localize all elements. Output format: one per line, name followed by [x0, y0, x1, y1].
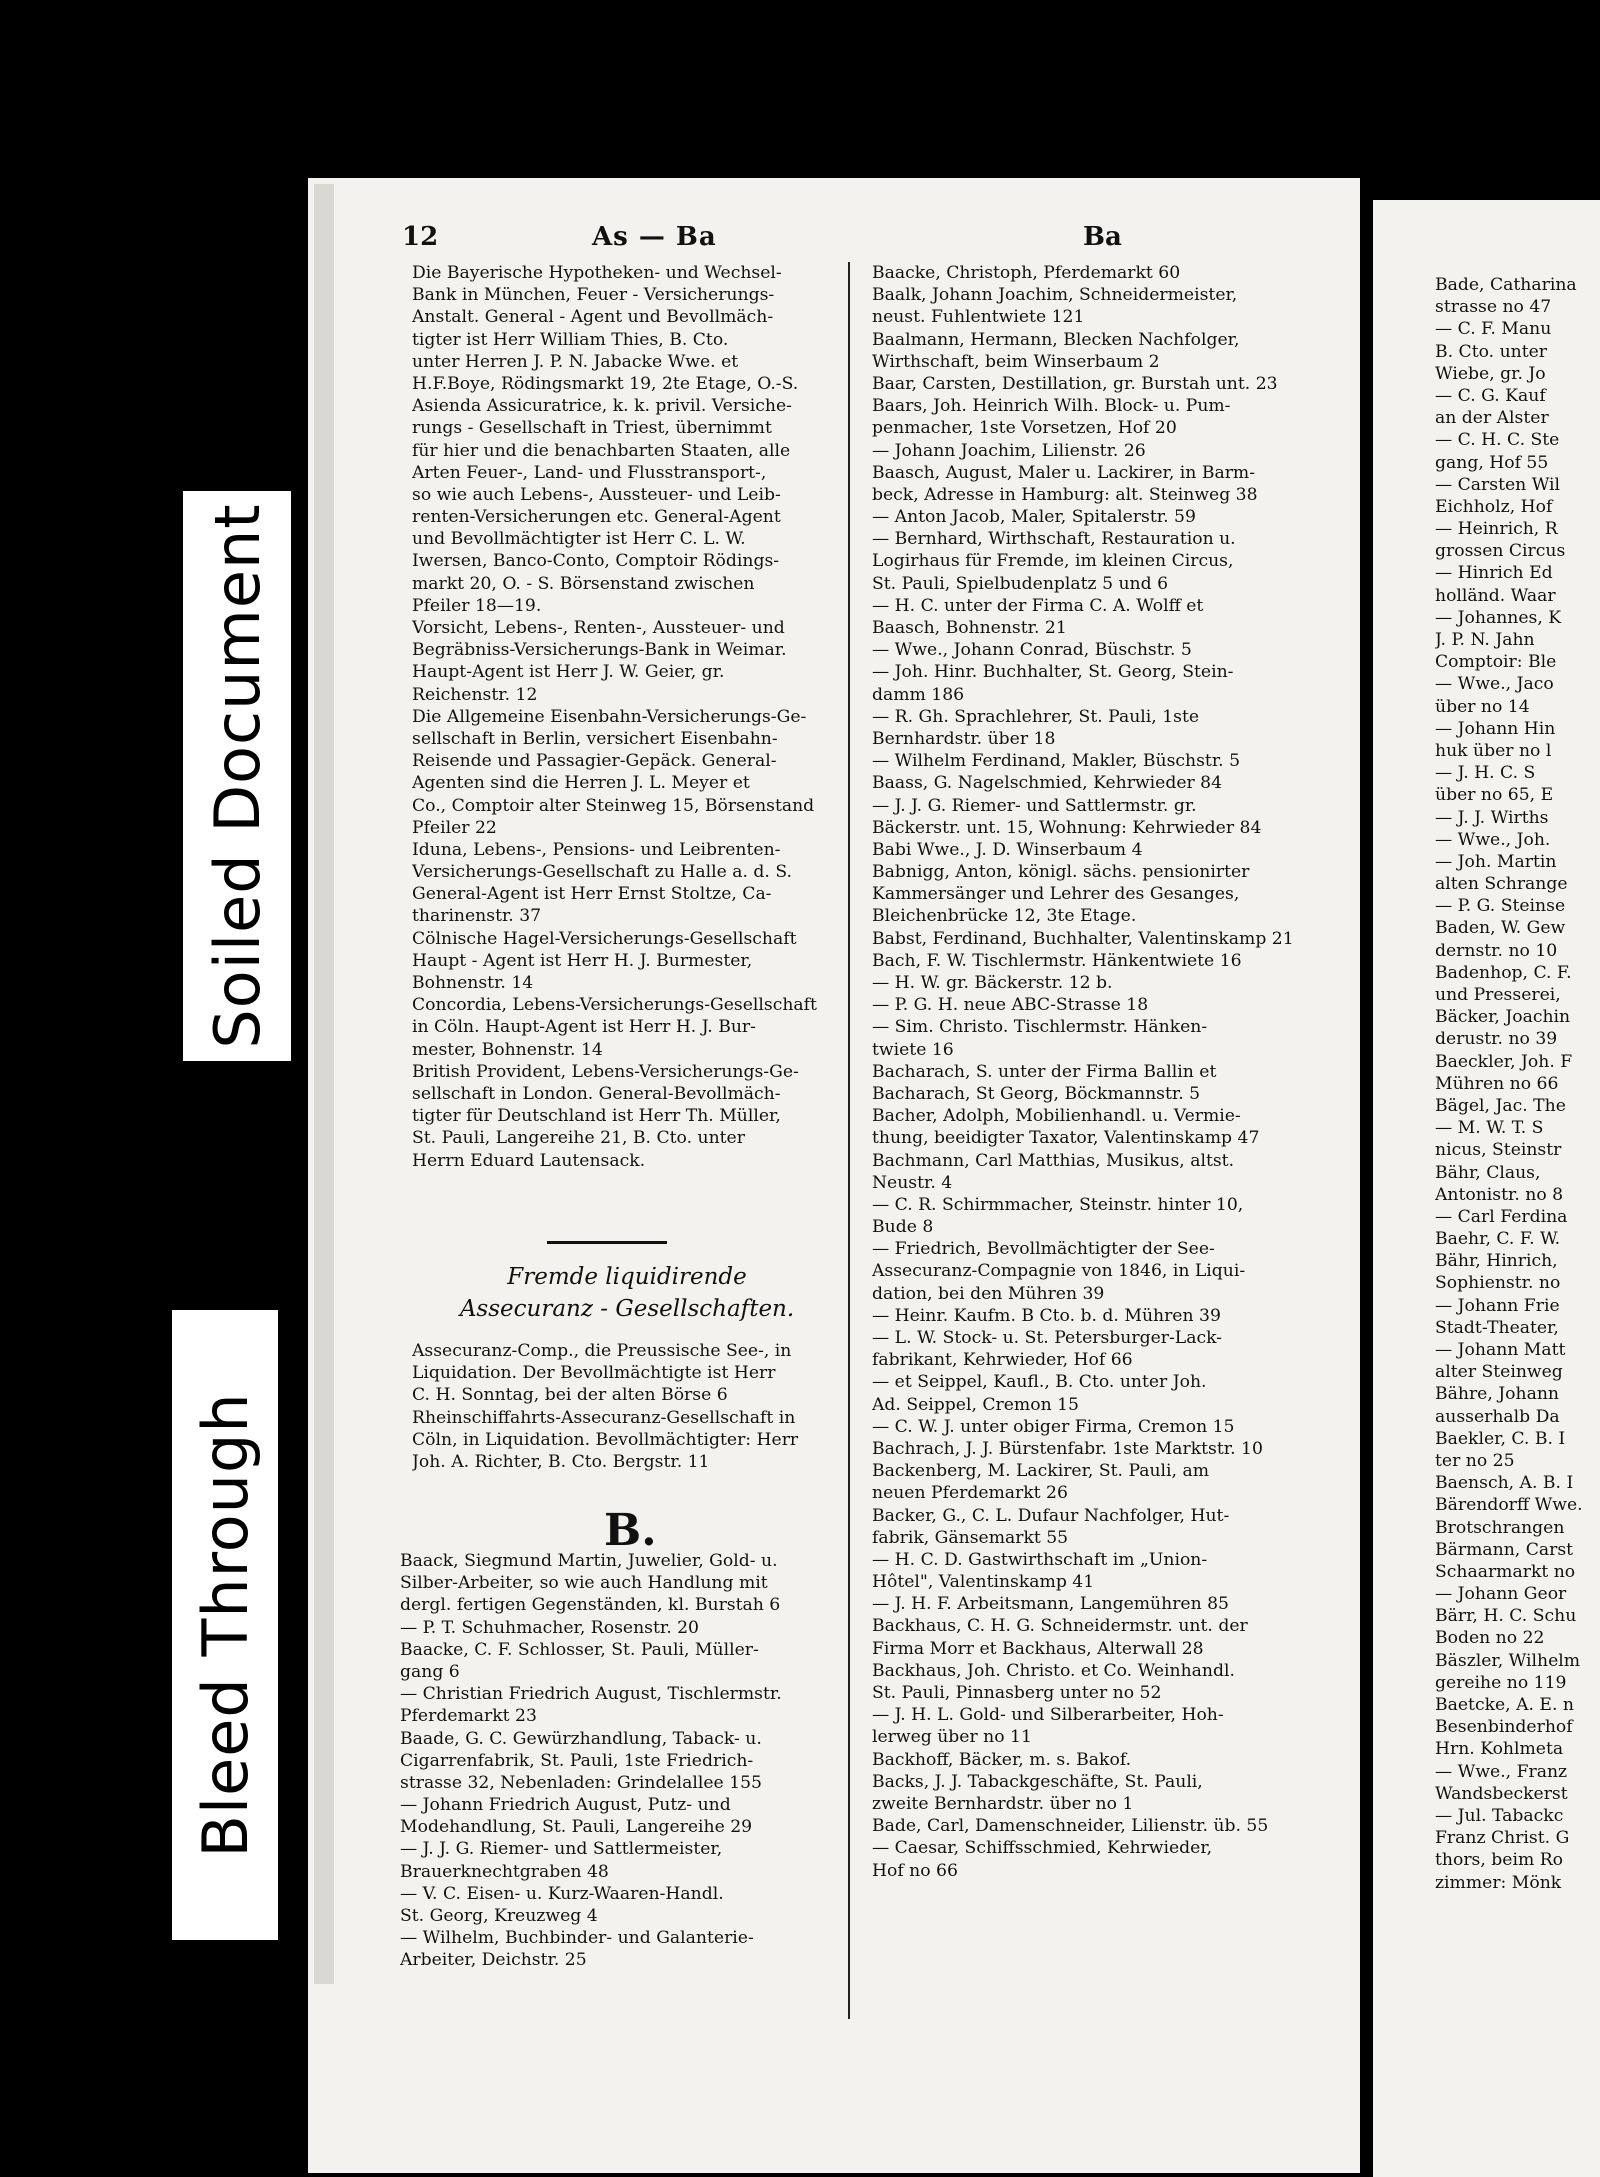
- directory-entry-line: und Bevollmächtigter ist Herr C. L. W.: [412, 529, 746, 550]
- directory-entry-line: Wirthschaft, beim Winserbaum 2: [872, 351, 1160, 372]
- directory-entry-line: Bade, Catharina: [1435, 275, 1577, 295]
- directory-entry-line: — P. G. H. neue ABC-Strasse 18: [872, 995, 1149, 1016]
- directory-entry-line: Baack, Siegmund Martin, Juwelier, Gold- u.: [400, 1551, 778, 1571]
- directory-entry-line: fabrikant, Kehrwieder, Hof 66: [872, 1350, 1133, 1371]
- directory-entry-line: strasse no 47: [1435, 297, 1552, 318]
- directory-entry-line: — Johann Geor: [1435, 1584, 1567, 1605]
- directory-entry-line: Backhoff, Bäcker, m. s. Bakof.: [872, 1749, 1132, 1770]
- page-range-heading: As — Ba: [592, 222, 717, 252]
- directory-entry-line: Stadt-Theater,: [1435, 1317, 1559, 1338]
- directory-entry-line: Bacharach, S. unter der Firma Ballin et: [872, 1061, 1217, 1082]
- directory-entry-line: — Johann Joachim, Lilienstr. 26: [872, 440, 1146, 461]
- directory-entry-line: Bade, Carl, Damenschneider, Lilienstr. üb. 55: [872, 1816, 1269, 1837]
- page-edge: [314, 184, 334, 1984]
- directory-entry-line: — C. G. Kauf: [1435, 385, 1546, 406]
- directory-entry-line: J. P. N. Jahn: [1435, 630, 1535, 650]
- directory-entry-line: Baetcke, A. E. n: [1435, 1695, 1574, 1715]
- directory-entry-line: Baacke, C. F. Schlosser, St. Pauli, Müller-: [400, 1639, 759, 1660]
- directory-entry-line: Baden, W. Gew: [1435, 918, 1566, 939]
- directory-entry-line: tigter für Deutschland ist Herr Th. Müller,: [412, 1106, 781, 1127]
- directory-entry-line: Franz Christ. G: [1435, 1828, 1570, 1849]
- directory-entry-line: — Bernhard, Wirthschaft, Restauration u.: [872, 529, 1236, 550]
- directory-entry-line: General-Agent ist Herr Ernst Stoltze, Ca-: [412, 884, 772, 905]
- directory-entry-line: — H. W. gr. Bäckerstr. 12 b.: [872, 973, 1113, 993]
- directory-entry-line: Bacher, Adolph, Mobilienhandl. u. Vermie-: [872, 1106, 1241, 1127]
- directory-entry-line: Baalk, Johann Joachim, Schneidermeister,: [872, 285, 1238, 306]
- directory-entry-line: Baensch, A. B. I: [1435, 1473, 1574, 1494]
- section-title-line-1: Fremde liquidirende: [507, 1264, 747, 1290]
- directory-entry-line: Begräbniss-Versicherungs-Bank in Weimar.: [412, 640, 787, 661]
- directory-entry-line: Neustr. 4: [872, 1172, 953, 1193]
- directory-entry-line: Cölnische Hagel-Versicherungs-Gesellschaft: [412, 928, 797, 949]
- directory-entry-line: — C. H. C. Ste: [1435, 430, 1560, 451]
- directory-entry-line: — P. T. Schuhmacher, Rosenstr. 20: [400, 1617, 699, 1638]
- directory-entry-line: twiete 16: [872, 1039, 954, 1060]
- directory-entry-line: ter no 25: [1435, 1450, 1515, 1471]
- directory-entry-line: H.F.Boye, Rödingsmarkt 19, 2te Etage, O.-S.: [412, 373, 799, 394]
- soiled-document-label: Soiled Document: [183, 491, 291, 1061]
- directory-entry-line: Antonistr. no 8: [1435, 1184, 1564, 1205]
- directory-entry-line: Baade, G. C. Gewürzhandlung, Taback- u.: [400, 1728, 762, 1749]
- directory-entry-line: thors, beim Ro: [1435, 1850, 1564, 1871]
- directory-entry-line: mester, Bohnenstr. 14: [412, 1039, 603, 1060]
- directory-entry-line: British Provident, Lebens-Versicherungs-Ge-: [412, 1061, 799, 1082]
- directory-entry-line: Haupt-Agent ist Herr J. W. Geier, gr.: [412, 662, 725, 683]
- directory-entry-line: — Heinr. Kaufm. B Cto. b. d. Mühren 39: [872, 1305, 1221, 1326]
- directory-entry-line: Kammersänger und Lehrer des Gesanges,: [872, 884, 1240, 905]
- directory-entry-line: Eichholz, Hof: [1435, 496, 1553, 517]
- directory-entry-line: — Anton Jacob, Maler, Spitalerstr. 59: [872, 507, 1196, 528]
- directory-entry-line: Bärendorff Wwe.: [1435, 1495, 1583, 1516]
- directory-entry-line: Backer, G., C. L. Dufaur Nachfolger, Hut-: [872, 1505, 1230, 1526]
- directory-entry-line: Bude 8: [872, 1217, 934, 1238]
- directory-entry-line: Hrn. Kohlmeta: [1435, 1739, 1564, 1760]
- directory-entry-line: markt 20, O. - S. Börsenstand zwischen: [412, 573, 755, 594]
- directory-entry-line: Bäckerstr. unt. 15, Wohnung: Kehrwieder 84: [872, 817, 1262, 838]
- directory-entry-line: dation, bei den Mühren 39: [872, 1283, 1105, 1304]
- directory-entry-line: derustr. no 39: [1435, 1029, 1558, 1050]
- directory-entry-line: Bärmann, Carst: [1435, 1539, 1574, 1560]
- directory-entry-line: B. Cto. unter: [1435, 341, 1548, 362]
- directory-entry-line: — Wwe., Jaco: [1435, 674, 1554, 695]
- page-number: 12: [402, 222, 439, 252]
- directory-entry-line: Brotschrangen: [1435, 1517, 1565, 1538]
- directory-entry-line: Baacke, Christoph, Pferdemarkt 60: [872, 263, 1181, 283]
- directory-entry-line: Assecuranz-Compagnie von 1846, in Liqui-: [872, 1261, 1246, 1282]
- directory-entry-line: Sophienstr. no: [1435, 1273, 1561, 1294]
- column-heading: Ba: [1083, 222, 1122, 252]
- directory-entry-line: Rheinschiffahrts-Assecuranz-Gesellschaft in: [412, 1407, 796, 1428]
- directory-entry-line: Mühren no 66: [1435, 1073, 1559, 1094]
- b-entries-left: [400, 1550, 848, 1972]
- directory-entry-line: — Caesar, Schiffsschmied, Kehrwieder,: [872, 1838, 1213, 1859]
- directory-entry-line: — Johann Matt: [1435, 1340, 1566, 1360]
- directory-entry-line: neust. Fuhlentwiete 121: [872, 307, 1085, 328]
- directory-entry-line: Backenberg, M. Lackirer, St. Pauli, am: [872, 1461, 1210, 1482]
- directory-entry-line: Baar, Carsten, Destillation, gr. Burstah unt. 23: [872, 373, 1278, 394]
- directory-entry-line: Bägel, Jac. The: [1435, 1095, 1566, 1116]
- directory-entry-line: — Joh. Martin: [1435, 851, 1557, 872]
- directory-entry-line: Bärr, H. C. Schu: [1435, 1606, 1577, 1627]
- directory-entry-line: sellschaft in London. General-Bevollmäch-: [412, 1083, 781, 1104]
- directory-entry-line: in Cöln. Haupt-Agent ist Herr H. J. Bur-: [412, 1017, 756, 1038]
- section-title-line-2: Assecuranz - Gesellschaften.: [459, 1296, 795, 1322]
- directory-entry-line: Babnigg, Anton, königl. sächs. pensionirter: [872, 862, 1250, 883]
- directory-entry-line: Vorsicht, Lebens-, Renten-, Aussteuer- und: [412, 618, 785, 638]
- directory-entry-line: Bank in München, Feuer - Versicherungs-: [412, 285, 775, 306]
- directory-entry-line: Silber-Arbeiter, so wie auch Handlung mit: [400, 1573, 768, 1594]
- directory-entry-line: Baars, Joh. Heinrich Wilh. Block- u. Pum-: [872, 396, 1231, 417]
- directory-entry-line: holländ. Waar: [1435, 585, 1556, 606]
- directory-entry-line: lerweg über no 11: [872, 1727, 1032, 1748]
- directory-entry-line: Babi Wwe., J. D. Winserbaum 4: [872, 839, 1143, 860]
- directory-entry-line: gang, Hof 55: [1435, 452, 1549, 473]
- directory-entry-line: sellschaft in Berlin, versichert Eisenbahn-: [412, 728, 778, 749]
- directory-entry-line: — Wilhelm Ferdinand, Makler, Büschstr. 5: [872, 751, 1241, 772]
- column-rule: [848, 262, 850, 2019]
- directory-entry-line: — Hinrich Ed: [1435, 563, 1553, 584]
- directory-entry-line: — J. J. G. Riemer- und Sattlermeister,: [400, 1839, 723, 1860]
- directory-entry-line: Bähr, Claus,: [1435, 1162, 1541, 1183]
- directory-entry-line: beck, Adresse in Hamburg: alt. Steinweg 38: [872, 484, 1258, 505]
- directory-entry-line: — Johannes, K: [1435, 607, 1562, 628]
- directory-entry-line: Baasch, Bohnenstr. 21: [872, 618, 1067, 638]
- directory-entry-line: gereihe no 119: [1435, 1672, 1567, 1693]
- directory-entry-line: renten-Versicherungen etc. General-Agent: [412, 507, 781, 528]
- directory-entry-line: Baehr, C. F. W.: [1435, 1229, 1561, 1250]
- directory-entry-line: — H. C. unter der Firma C. A. Wolff et: [872, 595, 1204, 616]
- directory-entry-line: Backhaus, C. H. G. Schneidermstr. unt. der: [872, 1616, 1248, 1637]
- directory-entry-line: Bach, F. W. Tischlermstr. Hänkentwiete 16: [872, 950, 1242, 971]
- directory-entry-line: — H. C. D. Gastwirthschaft im „Union-: [872, 1549, 1208, 1570]
- directory-entry-line: Die Bayerische Hypotheken- und Wechsel-: [412, 263, 782, 283]
- directory-entry-line: — Joh. Hinr. Buchhalter, St. Georg, Stein-: [872, 662, 1234, 683]
- directory-entry-line: fabrik, Gänsemarkt 55: [872, 1527, 1069, 1548]
- directory-entry-line: huk über no l: [1435, 740, 1552, 761]
- directory-entry-line: Backhaus, Joh. Christo. et Co. Weinhandl.: [872, 1660, 1235, 1681]
- directory-entry-line: Babst, Ferdinand, Buchhalter, Valentinskamp 21: [872, 928, 1294, 949]
- directory-entry-line: Pferdemarkt 23: [400, 1706, 537, 1727]
- directory-entry-line: — V. C. Eisen- u. Kurz-Waaren-Handl.: [400, 1883, 724, 1904]
- directory-entry-line: Baekler, C. B. I: [1435, 1428, 1566, 1449]
- section-divider: [547, 1241, 667, 1244]
- directory-entry-line: Cöln, in Liquidation. Bevollmächtigter: Herr: [412, 1429, 799, 1450]
- directory-entry-line: neuen Pferdemarkt 26: [872, 1483, 1068, 1504]
- directory-entry-line: Bachmann, Carl Matthias, Musikus, altst.: [872, 1150, 1235, 1171]
- directory-entry-line: Schaarmarkt no: [1435, 1561, 1576, 1582]
- facing-page-column: [1435, 274, 1600, 1894]
- directory-entry-line: — J. H. L. Gold- und Silberarbeiter, Hoh-: [872, 1705, 1224, 1726]
- directory-entry-line: Asienda Assicuratrice, k. k. privil. Versiche-: [412, 396, 792, 417]
- directory-entry-line: Badenhop, C. F.: [1435, 962, 1572, 983]
- directory-entry-line: Pfeiler 22: [412, 817, 497, 838]
- directory-entry-line: Haupt - Agent ist Herr H. J. Burmester,: [412, 950, 753, 971]
- directory-entry-line: über no 14: [1435, 696, 1530, 717]
- directory-entry-line: Versicherungs-Gesellschaft zu Halle a. d. S.: [412, 862, 792, 883]
- directory-entry-line: für hier und die benachbarten Staaten, alle: [412, 440, 791, 461]
- directory-entry-line: über no 65, E: [1435, 785, 1554, 806]
- directory-entry-line: Bäcker, Joachin: [1435, 1007, 1571, 1028]
- directory-entry-line: Assecuranz-Comp., die Preussische See-, in: [412, 1341, 792, 1361]
- directory-entry-line: alter Steinweg: [1435, 1362, 1563, 1383]
- middle-column: [872, 262, 1320, 1882]
- liquidating-insurers-list: [412, 1340, 842, 1473]
- directory-entry-line: Liquidation. Der Bevollmächtigte ist Herr: [412, 1363, 776, 1384]
- section-letter: B.: [604, 1505, 657, 1556]
- directory-entry-line: Joh. A. Richter, B. Cto. Bergstr. 11: [412, 1451, 710, 1472]
- directory-entry-line: Baeckler, Joh. F: [1435, 1051, 1573, 1072]
- directory-entry-line: dergl. fertigen Gegenständen, kl. Burstah 6: [400, 1595, 781, 1616]
- directory-entry-line: unter Herren J. P. N. Jabacke Wwe. et: [412, 351, 739, 372]
- directory-entry-line: — Christian Friedrich August, Tischlermstr.: [400, 1684, 782, 1705]
- left-column: [412, 262, 842, 1172]
- directory-entry-line: zweite Bernhardstr. über no 1: [872, 1793, 1134, 1814]
- directory-entry-line: Baasch, August, Maler u. Lackirer, in Barm-: [872, 462, 1256, 483]
- directory-entry-line: penmacher, 1ste Vorsetzen, Hof 20: [872, 418, 1177, 439]
- directory-entry-line: Bachrach, J. J. Bürstenfabr. 1ste Marktstr. 10: [872, 1438, 1263, 1459]
- directory-entry-line: Baalmann, Hermann, Blecken Nachfolger,: [872, 329, 1240, 350]
- directory-entry-line: — C. R. Schirmmacher, Steinstr. hinter 10,: [872, 1194, 1244, 1215]
- directory-entry-line: Bäszler, Wilhelm: [1435, 1650, 1581, 1671]
- directory-entry-line: Bähre, Johann: [1435, 1384, 1559, 1405]
- directory-entry-line: — Friedrich, Bevollmächtigter der See-: [872, 1239, 1215, 1260]
- directory-entry-line: Hôtel", Valentinskamp 41: [872, 1572, 1095, 1593]
- directory-entry-line: Firma Morr et Backhaus, Alterwall 28: [872, 1638, 1204, 1659]
- directory-entry-line: Die Allgemeine Eisenbahn-Versicherungs-Ge-: [412, 706, 807, 727]
- directory-entry-line: so wie auch Lebens-, Aussteuer- und Leib-: [412, 484, 781, 505]
- directory-entry-line: — C. W. J. unter obiger Firma, Cremon 15: [872, 1416, 1235, 1437]
- directory-entry-line: St. Georg, Kreuzweg 4: [400, 1906, 598, 1926]
- directory-entry-line: Bacharach, St Georg, Böckmannstr. 5: [872, 1083, 1201, 1104]
- directory-entry-line: Backs, J. J. Tabackgeschäfte, St. Pauli,: [872, 1771, 1203, 1792]
- directory-entry-line: — Johann Hin: [1435, 718, 1556, 739]
- directory-entry-line: Baass, G. Nagelschmied, Kehrwieder 84: [872, 773, 1223, 794]
- directory-entry-line: rungs - Gesellschaft in Triest, übernimmt: [412, 418, 772, 439]
- directory-entry-line: Besenbinderhof: [1435, 1717, 1573, 1738]
- directory-entry-line: — Wwe., Franz: [1435, 1761, 1568, 1782]
- directory-entry-line: St. Pauli, Spielbudenplatz 5 und 6: [872, 573, 1169, 594]
- directory-entry-line: gang 6: [400, 1661, 460, 1682]
- directory-entry-line: — J. J. G. Riemer- und Sattlermstr. gr.: [872, 795, 1197, 816]
- directory-entry-line: grossen Circus: [1435, 541, 1566, 562]
- directory-entry-line: Bohnenstr. 14: [412, 973, 534, 993]
- directory-entry-line: St. Pauli, Langereihe 21, B. Cto. unter: [412, 1128, 745, 1149]
- directory-entry-line: Iduna, Lebens-, Pensions- und Leibrenten-: [412, 839, 781, 860]
- directory-entry-line: Agenten sind die Herren J. L. Meyer et: [412, 773, 750, 794]
- directory-entry-line: Cigarrenfabrik, St. Pauli, 1ste Friedrich-: [400, 1750, 754, 1771]
- directory-entry-line: — Johann Frie: [1435, 1295, 1560, 1316]
- directory-entry-line: — Jul. Tabackc: [1435, 1805, 1564, 1826]
- directory-entry-line: — Heinrich, R: [1435, 519, 1558, 540]
- directory-entry-line: dernstr. no 10: [1435, 940, 1558, 961]
- directory-entry-line: Reichenstr. 12: [412, 684, 538, 705]
- directory-entry-line: — P. G. Steinse: [1435, 896, 1566, 917]
- directory-entry-line: zimmer: Mönk: [1435, 1872, 1562, 1893]
- directory-entry-line: Arten Feuer-, Land- und Flusstransport-,: [412, 462, 767, 483]
- directory-entry-line: Anstalt. General - Agent und Bevollmäch-: [412, 307, 774, 328]
- directory-entry-line: an der Alster: [1435, 408, 1549, 429]
- directory-entry-line: Pfeiler 18—19.: [412, 595, 542, 616]
- directory-entry-line: Wiebe, gr. Jo: [1435, 363, 1546, 384]
- directory-entry-line: Herrn Eduard Lautensack.: [412, 1150, 646, 1171]
- directory-entry-line: Reisende und Passagier-Gepäck. General-: [412, 751, 777, 772]
- directory-entry-line: Co., Comptoir alter Steinweg 15, Börsenstand: [412, 795, 815, 816]
- directory-entry-line: thung, beeidigter Taxator, Valentinskamp 47: [872, 1128, 1260, 1149]
- directory-entry-line: Boden no 22: [1435, 1628, 1545, 1649]
- directory-entry-line: tharinenstr. 37: [412, 906, 542, 927]
- directory-entry-line: Iwersen, Banco-Conto, Comptoir Rödings-: [412, 551, 780, 572]
- directory-entry-line: — Wwe., Joh.: [1435, 829, 1551, 850]
- directory-entry-line: Wandsbeckerst: [1435, 1783, 1568, 1804]
- directory-entry-line: Bernhardstr. über 18: [872, 728, 1056, 749]
- directory-entry-line: Brauerknechtgraben 48: [400, 1861, 609, 1882]
- directory-entry-line: tigter ist Herr William Thies, B. Cto.: [412, 329, 729, 350]
- directory-entry-line: — Wilhelm, Buchbinder- und Galanterie-: [400, 1928, 754, 1949]
- directory-entry-line: — J. H. F. Arbeitsmann, Langemühren 85: [872, 1594, 1229, 1615]
- directory-entry-line: Bleichenbrücke 12, 3te Etage.: [872, 906, 1137, 927]
- directory-entry-line: Bähr, Hinrich,: [1435, 1251, 1558, 1272]
- directory-entry-line: strasse 32, Nebenladen: Grindelallee 155: [400, 1772, 762, 1793]
- directory-entry-line: nicus, Steinstr: [1435, 1140, 1562, 1161]
- directory-entry-line: — J. J. Wirths: [1435, 807, 1549, 828]
- directory-entry-line: alten Schrange: [1435, 874, 1568, 895]
- directory-entry-line: Ad. Seippel, Cremon 15: [872, 1394, 1079, 1415]
- directory-entry-line: — R. Gh. Sprachlehrer, St. Pauli, 1ste: [872, 706, 1200, 727]
- directory-entry-line: C. H. Sonntag, bei der alten Börse 6: [412, 1385, 728, 1406]
- bleed-through-label: Bleed Through: [172, 1310, 278, 1940]
- directory-entry-line: St. Pauli, Pinnasberg unter no 52: [872, 1683, 1162, 1703]
- directory-entry-line: Arbeiter, Deichstr. 25: [400, 1950, 587, 1971]
- directory-entry-line: — Johann Friedrich August, Putz- und: [400, 1795, 731, 1816]
- directory-entry-line: — M. W. T. S: [1435, 1118, 1544, 1139]
- directory-entry-line: damm 186: [872, 684, 965, 705]
- directory-entry-line: — Carl Ferdina: [1435, 1206, 1568, 1227]
- directory-entry-line: Logirhaus für Fremde, im kleinen Circus,: [872, 551, 1234, 572]
- directory-entry-line: Comptoir: Ble: [1435, 652, 1557, 673]
- directory-entry-line: ausserhalb Da: [1435, 1406, 1560, 1427]
- directory-entry-line: und Presserei,: [1435, 985, 1561, 1005]
- directory-entry-line: — L. W. Stock- u. St. Petersburger-Lack-: [872, 1328, 1222, 1348]
- directory-entry-line: Concordia, Lebens-Versicherungs-Gesellschaft: [412, 995, 817, 1016]
- directory-entry-line: — Sim. Christo. Tischlermstr. Hänken-: [872, 1017, 1208, 1038]
- directory-entry-line: Hof no 66: [872, 1860, 958, 1881]
- directory-entry-line: — Wwe., Johann Conrad, Büschstr. 5: [872, 640, 1192, 661]
- directory-entry-line: — C. F. Manu: [1435, 319, 1552, 340]
- directory-entry-line: — J. H. C. S: [1435, 763, 1536, 784]
- directory-entry-line: — Carsten Wil: [1435, 474, 1561, 495]
- directory-entry-line: — et Seippel, Kaufl., B. Cto. unter Joh.: [872, 1372, 1207, 1393]
- directory-entry-line: Modehandlung, St. Pauli, Langereihe 29: [400, 1817, 753, 1838]
